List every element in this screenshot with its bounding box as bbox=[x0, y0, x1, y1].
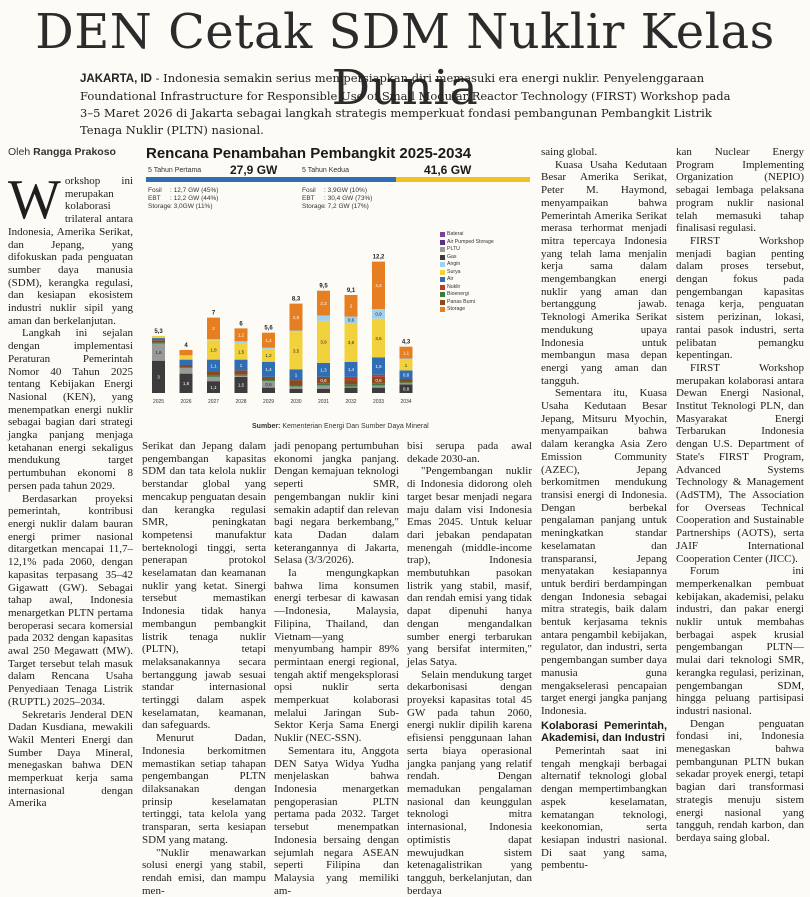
paragraph: FIRST Workshop merupakan kolaborasi antara Dewan Energi Nasional, Institut Teknologi PLN, dan Masyarakat Energi Terbarukan Indonesia dengan U.S. Department of State's FIRST Program, Advanced Systems Technology & Management (AdSTM), The Association for Overseas Technical Cooperation and Sustainable Partnerships (AOTS), serta JAIF International Cooperation Center (JICC). bbox=[676, 362, 804, 565]
bar-segment bbox=[235, 375, 248, 376]
segment-label: 0,9 bbox=[375, 312, 382, 317]
bar-segment bbox=[235, 376, 248, 377]
bar-segment bbox=[290, 380, 303, 385]
bar-segment bbox=[152, 340, 165, 342]
paragraph: FIRST Workshop menjadi bagian penting dalam proses tersebut, dengan fokus pada pengembangan kapasitas tenaga kerja, penguatan sistem perizinan, lokasi, rantai pasok industri, serta pelibatan pemangku kepentingan. bbox=[676, 235, 804, 362]
bar-total-label: 7 bbox=[212, 311, 216, 317]
bar-total-label: 9,1 bbox=[347, 288, 356, 294]
legend-item bbox=[440, 299, 530, 306]
segment-label: 1 bbox=[240, 363, 243, 368]
paragraph: Sementara itu, Kuasa Usaha Kedutaan Besar Jepang, Mitsuru Myochin, menyampaikan bahwa dalam kerangka Asia Zero Emission Community (AZEC), Jepang berkomitmen mendukung transisi energi di Indonesia. Dengan berbekal pengalaman panjang untuk meningkatkan standar keselamatan dan transparansi, Jepang menyatakan kesiapannya untuk berdiri berdampingan dengan Indonesia sebagai mitra strategis, baik dalam bentuk kerjasama teknis antara pengambil kebijakan, regulator, dan industri, serta pengembangan sumber daya manusia guna mengakselerasi pencapaian target energi jangka panjang Indonesia. bbox=[541, 387, 667, 717]
subheading: Kolaborasi Pemerintah, Akademisi, dan Industri bbox=[541, 720, 667, 745]
paragraph: "Pengembangan nuklir di Indonesia didorong oleh target besar menjadi negara maju dalam visi Indonesia Emas 2045. Untuk keluar dari jebakan pendapatan menengah (middle-income trap), Indonesia membutuhkan pasokan listrik yang stabil, masif, dan rendah emisi yang tidak dapat dipenuhi hanya dengan mengandalkan sumber energi terbarukan yang bersifat intermiten," jelas Satya. bbox=[407, 465, 532, 668]
bar-total-label: 5,6 bbox=[264, 326, 273, 332]
bar-segment bbox=[372, 385, 385, 387]
bar-segment bbox=[262, 388, 275, 393]
x-tick-label: 2032 bbox=[345, 399, 356, 405]
legend-label: Storage bbox=[447, 306, 465, 313]
legend-swatch bbox=[440, 232, 445, 237]
legend-label: PLTU bbox=[447, 246, 460, 253]
segment-label: 4,4 bbox=[375, 283, 382, 288]
segment-label: 2,3 bbox=[320, 301, 327, 306]
byline bbox=[8, 146, 116, 158]
bar-segment bbox=[207, 371, 220, 375]
x-tick-label: 2033 bbox=[373, 399, 384, 405]
bar-segment bbox=[345, 377, 358, 380]
headline: DEN Cetak SDM Nuklir Kelas Dunia bbox=[0, 4, 810, 116]
segment-label: 1 bbox=[405, 363, 408, 368]
paragraph: jadi penopang pertumbuhan ekonomi jangka panjang. Dengan kemajuan teknologi seperti SMR, pengembangan nuklir kini semakin adaptif dan relevan bagi negara berkembang," kata Dadan dalam keterangannya di Jakarta, Selasa (3/3/2026). bbox=[274, 440, 399, 567]
paragraph: Selain mendukung target dekarbonisasi dengan proyeksi kapasitas total 45 GW pada tahun 2060, energi nuklir dipilih karena efisiensi penggunaan lahan serta biaya operasional jangka panjang yang relatif rendah. Dengan memadukan pengalaman nasional dan keunggulan teknologi mitra internasional, Indonesia optimistis dapat mewujudkan sistem ketenagalistrikan yang tangguh, berkelanjutan, dan berdaya bbox=[407, 669, 532, 897]
plan1-mix: Fosil : 12,7 GW (45%) EBT : 12,2 GW (44%) Storage: 3,0GW (11%) bbox=[148, 187, 218, 211]
legend-swatch bbox=[440, 285, 445, 290]
paragraph: Serikat dan Jepang dalam pengembangan kapasitas SDM dan tata kelola nuklir berstandar global yang mencakup penguatan desain dan kerangka regulasi SMR, peningkatan kompetensi manufaktur berteknologi tinggi, serta penerapan protokol keselamatan dan keamanan nuklir yang ketat. Sinergi tersebut memastikan Indonesia tidak hanya membangun pembangkit listrik tenaga nuklir (PLTN), tetapi melaksanakannya secara bertanggung jawab sesuai standar internasional tertinggi dalam aspek keselamatan, keamanan, dan safeguards. bbox=[142, 440, 266, 732]
legend-label: Baterai bbox=[447, 231, 463, 238]
x-tick-label: 2025 bbox=[153, 399, 164, 405]
bar-total-label: 5,3 bbox=[154, 329, 163, 335]
bar-segment bbox=[207, 376, 220, 377]
x-tick-label: 2030 bbox=[290, 399, 301, 405]
bar-segment bbox=[235, 370, 248, 374]
paragraph: Pemerintah saat ini tengah mengkaji berbagai alternatif teknologi global dengan mempertimbangkan aspek keselamatan, kematangan teknologi, keekonomian, serta kesiapan industri nasional. Di saat yang sama, pembentu- bbox=[541, 745, 667, 872]
lead-paragraph bbox=[80, 70, 740, 139]
bar-total-label: 12,2 bbox=[373, 255, 385, 261]
legend-label: Air Pumped Storage bbox=[447, 239, 494, 246]
bar-segment bbox=[372, 383, 385, 385]
plan1-bar bbox=[146, 177, 396, 182]
legend-swatch bbox=[440, 240, 445, 245]
legend-swatch bbox=[440, 262, 445, 267]
legend-item bbox=[440, 239, 530, 246]
bar-plot bbox=[142, 213, 442, 413]
paragraph: Sekretaris Jenderal DEN Dadan Kusdiana, mewakili Wakil Menteri Energi dan Sumber Daya Mineral, menegaskan bahwa DEN memperkuat kerja sama internasional dengan Amerika bbox=[8, 709, 133, 811]
legend-swatch bbox=[440, 270, 445, 275]
paragraph: saing global. bbox=[541, 146, 667, 159]
article-column-4 bbox=[407, 440, 532, 715]
segment-label: 0,6 bbox=[375, 378, 382, 383]
x-tick-label: 2029 bbox=[263, 399, 274, 405]
bar-segment bbox=[372, 388, 385, 393]
bar-segment bbox=[180, 350, 193, 355]
legend-label: Panas Bumi bbox=[447, 299, 475, 306]
paragraph: "Nuklir menawarkan solusi energi yang stabil, rendah emisi, dan mampu men- bbox=[142, 847, 266, 897]
bar-total-label: 8,3 bbox=[292, 297, 301, 303]
bar-segment bbox=[207, 377, 220, 381]
capacity-chart bbox=[142, 143, 532, 435]
legend-swatch bbox=[440, 277, 445, 282]
bar-segment bbox=[152, 336, 165, 338]
bar-segment bbox=[180, 368, 193, 373]
paragraph: Kuasa Usaha Kedutaan Besar Amerika Serikat, Peter M. Haymond, menyampaikan bahwa Pemerintah Amerika Serikat merasa terhormat menjadi mitra tepercaya Indonesia yang telah lama menjalin kerja sama dalam mengembangkan energi nuklir yang aman dan bertanggung jawab. Teknologi Amerika Serikat mendukung upaya Indonesia untuk membangun masa depan energi yang aman dan tangguh. bbox=[541, 159, 667, 388]
article-column-1 bbox=[8, 175, 133, 715]
lead-text: - Indonesia semakin serius mempersiapkan diri memasuki era energi nuklir. Penyelenggaraan Foundational Infrastructure for Responsible Use of Small Modular Reactor Technology (FIRST) Workshop pada 3–5 Maret 2026 di Jakarta sebagai langkah strategis memperkuat fondasi pembangunan Pembangkit Listrik Tenaga Nuklir (PLTN) nasional. bbox=[80, 71, 731, 137]
legend-label: Angin bbox=[447, 261, 460, 268]
segment-label: 0,6 bbox=[265, 382, 272, 387]
segment-label: 1,2 bbox=[238, 333, 245, 338]
x-tick-label: 2031 bbox=[318, 399, 329, 405]
legend-item bbox=[440, 231, 530, 238]
segment-label: 1,6 bbox=[375, 364, 382, 369]
plan2-mix: Fosil : 3,9GW (10%) EBT : 30,4 GW (73%) Storage: 7,2 GW (17%) bbox=[302, 187, 372, 211]
article-column-5 bbox=[541, 146, 667, 715]
plan1-total: 27,9 GW bbox=[230, 163, 277, 177]
legend-item bbox=[440, 261, 530, 268]
bar-segment bbox=[290, 331, 303, 332]
segment-label: 2 bbox=[212, 326, 215, 331]
bar-segment bbox=[400, 379, 413, 382]
segment-label: 0,6 bbox=[320, 378, 327, 383]
bar-segment bbox=[400, 383, 413, 384]
segment-label: 2 bbox=[350, 304, 353, 309]
x-tick-label: 2027 bbox=[208, 399, 219, 405]
bar-segment bbox=[400, 359, 413, 360]
bar-total-label: 6 bbox=[239, 321, 243, 327]
paragraph: kan Nuclear Energy Program Implementing Organization (NEPIO) sebagai lembaga pelaksana program nuklir nasional telah memasuki tahap finalisasi regulasi. bbox=[676, 146, 804, 235]
segment-label: 3,5 bbox=[293, 348, 300, 353]
segment-label: 1,1 bbox=[210, 385, 217, 390]
bar-segment bbox=[345, 387, 358, 388]
segment-label: 1,4 bbox=[348, 367, 355, 372]
legend-item bbox=[440, 276, 530, 283]
legend-item bbox=[440, 254, 530, 261]
paragraph: Langkah ini sejalan dengan implementasi Peraturan Pemerintah Nomor 40 Tahun 2025 tentang Kebijakan Energi Nasional (KEN), yang menempatkan energi nuklir sebagai bagian dari strategi jangka panjang menjaga ketahanan energi sekaligus mendukung target pertumbuhan ekonomi 8 persen pada tahun 2029. bbox=[8, 327, 133, 492]
bar-segment bbox=[290, 385, 303, 386]
chart-source: Sumber: Kementerian Energi Dan Sumber Daya Mineral bbox=[252, 423, 429, 430]
legend-swatch bbox=[440, 247, 445, 252]
bar-segment bbox=[180, 355, 193, 359]
legend-swatch bbox=[440, 292, 445, 297]
legend-swatch bbox=[440, 255, 445, 260]
segment-label: 2,5 bbox=[293, 315, 300, 320]
plan1-label: 5 Tahun Pertama bbox=[148, 167, 201, 174]
bar-total-label: 4,3 bbox=[402, 340, 411, 346]
article-column-2 bbox=[142, 440, 266, 715]
bar-segment bbox=[400, 382, 413, 383]
segment-label: 1,4 bbox=[265, 367, 272, 372]
plan2-total: 41,6 GW bbox=[424, 163, 471, 177]
bar-segment bbox=[290, 389, 303, 393]
segment-label: 1,1 bbox=[403, 350, 410, 355]
segment-label: 0,6 bbox=[348, 318, 355, 323]
legend-item bbox=[440, 284, 530, 291]
segment-label: 1,8 bbox=[183, 381, 190, 386]
bar-segment bbox=[262, 348, 275, 349]
segment-label: 3,6 bbox=[348, 340, 355, 345]
bar-segment bbox=[372, 375, 385, 377]
bar-segment bbox=[180, 365, 193, 367]
legend-swatch bbox=[440, 307, 445, 312]
byline-prefix: Oleh bbox=[8, 146, 33, 158]
bar-segment bbox=[317, 383, 330, 385]
bar-segment bbox=[152, 342, 165, 343]
bar-segment bbox=[207, 339, 220, 340]
segment-label: 1,4 bbox=[265, 338, 272, 343]
segment-label: 0,8 bbox=[403, 386, 410, 391]
bar-segment bbox=[180, 367, 193, 368]
legend-label: Bioenergi bbox=[447, 291, 469, 298]
bar-segment bbox=[180, 360, 193, 365]
segment-label: 1,8 bbox=[210, 348, 217, 353]
plan2-bar bbox=[396, 177, 530, 182]
bar-segment bbox=[317, 389, 330, 393]
legend-item bbox=[440, 306, 530, 313]
plan2-label: 5 Tahun Kedua bbox=[302, 167, 349, 174]
x-tick-label: 2034 bbox=[400, 399, 411, 405]
paragraph: Menurut Dadan, Indonesia berkomitmen memastikan setiap tahapan pengembangan PLTN dilaksanakan dengan prinsip keselamatan tertinggi, tata kelola yang transparan, serta kesiapan SDM yang matang. bbox=[142, 732, 266, 846]
chart-legend bbox=[440, 231, 530, 314]
paragraph: Workshop ini merupakan kolaborasi trilateral antara Indonesia, Amerika Serikat, dan Jepang, yang difokuskan pada penguatan sumber daya manusia (SDM), kerangka regulasi, dan kesiapan ekosistem industri nuklir sipil yang aman dan berkelanjutan. bbox=[8, 175, 133, 327]
paragraph: bisi serupa pada awal dekade 2030-an. bbox=[407, 440, 532, 465]
segment-label: 1,6 bbox=[155, 350, 162, 355]
bar-segment bbox=[262, 380, 275, 381]
bar-total-label: 4 bbox=[184, 343, 188, 349]
paragraph: Dengan penguatan fondasi ini, Indonesia menegaskan bahwa pembangunan PLTN bukan sekadar proyek energi, tetapi bagian dari transformasi strategis menuju sistem energi nasional yang tangguh, rendah karbon, dan berdaya saing global. bbox=[676, 718, 804, 845]
segment-label: 0,8 bbox=[403, 372, 410, 377]
bar-total-label: 9,5 bbox=[319, 284, 328, 290]
article-column-6 bbox=[676, 146, 804, 715]
byline-author: Rangga Prakoso bbox=[33, 146, 116, 158]
segment-label: 3,6 bbox=[375, 336, 382, 341]
legend-item bbox=[440, 269, 530, 276]
paragraph: Ia mengungkapkan bahwa lima konsumen energi terbesar di kawasan—Indonesia, Malaysia, Filipina, Thailand, dan Vietnam—yang menyumbang hampir 89% permintaan energi regional, tengah aktif mengeksplorasi opsi nuklir serta memperkuat kolaborasi melalui Jaringan Sub-Sektor Kerja Sama Energi Nuklir (NEC-SSN). bbox=[274, 567, 399, 745]
bar-segment bbox=[152, 338, 165, 340]
paragraph: Sementara itu, Anggota DEN Satya Widya Yudha menjelaskan bahwa Indonesia menargetkan pengoperasian PLTN pertama pada 2032. Target tersebut menempatkan Indonesia bersaing dengan sejumlah negara ASEAN seperti Filipina dan Malaysia yang memiliki am- bbox=[274, 745, 399, 897]
legend-item bbox=[440, 246, 530, 253]
segment-label: 1,5 bbox=[238, 349, 245, 354]
drop-cap: W bbox=[8, 177, 61, 223]
legend-label: Air bbox=[447, 276, 453, 283]
legend-swatch bbox=[440, 300, 445, 305]
legend-label: Gas bbox=[447, 254, 457, 261]
bar-segment bbox=[262, 377, 275, 380]
bar-segment bbox=[345, 384, 358, 386]
segment-label: 1 bbox=[295, 372, 298, 377]
bar-segment bbox=[345, 388, 358, 393]
legend-label: Surya bbox=[447, 269, 461, 276]
dateline: JAKARTA, ID bbox=[80, 73, 152, 85]
paragraph: Forum ini memperkenalkan pembuat kebijakan, akademisi, pelaku industri, dan pakar energi nuklir untuk membahas berbagai aspek krusial pengembangan PLTN—mulai dari teknologi SMR, kerangka regulasi, perizinan, pengembangan SDM, hingga peluang partisipasi industri nasional. bbox=[676, 565, 804, 717]
bar-segment bbox=[235, 341, 248, 343]
bar-segment bbox=[317, 315, 330, 320]
segment-label: 3 bbox=[157, 375, 160, 380]
bar-segment bbox=[345, 380, 358, 384]
legend-item bbox=[440, 291, 530, 298]
segment-label: 1,1 bbox=[210, 363, 217, 368]
x-tick-label: 2026 bbox=[180, 399, 191, 405]
paragraph: Berdasarkan proyeksi pemerintah, kontribusi energi nuklir dalam bauran energi primer nasional ditargetkan mencapai 11,7–12,1% pada 2060, dengan kapasitas terpasang 35–42 Gigawatt (GW). Sebagai tahap awal, Indonesia menargetkan PLTN pertama beroperasi secara komersial pada 2032 dengan kapasitas awal 250 Megawatt (MW). Target tersebut telah masuk dalam Rencana Usaha Penyediaan Tenaga Listrik (RUPTL) 2025–2034. bbox=[8, 493, 133, 709]
segment-label: 1,2 bbox=[265, 353, 272, 358]
article-column-3 bbox=[274, 440, 399, 715]
x-tick-label: 2028 bbox=[235, 399, 246, 405]
bar-segment bbox=[290, 387, 303, 389]
bar-segment bbox=[317, 385, 330, 388]
legend-label: Nuklir bbox=[447, 284, 460, 291]
segment-label: 1,3 bbox=[320, 368, 327, 373]
segment-label: 3,9 bbox=[320, 340, 327, 345]
segment-label: 1,5 bbox=[238, 383, 245, 388]
chart-title: Rencana Penambahan Pembangkit 2025-2034 bbox=[146, 145, 471, 162]
